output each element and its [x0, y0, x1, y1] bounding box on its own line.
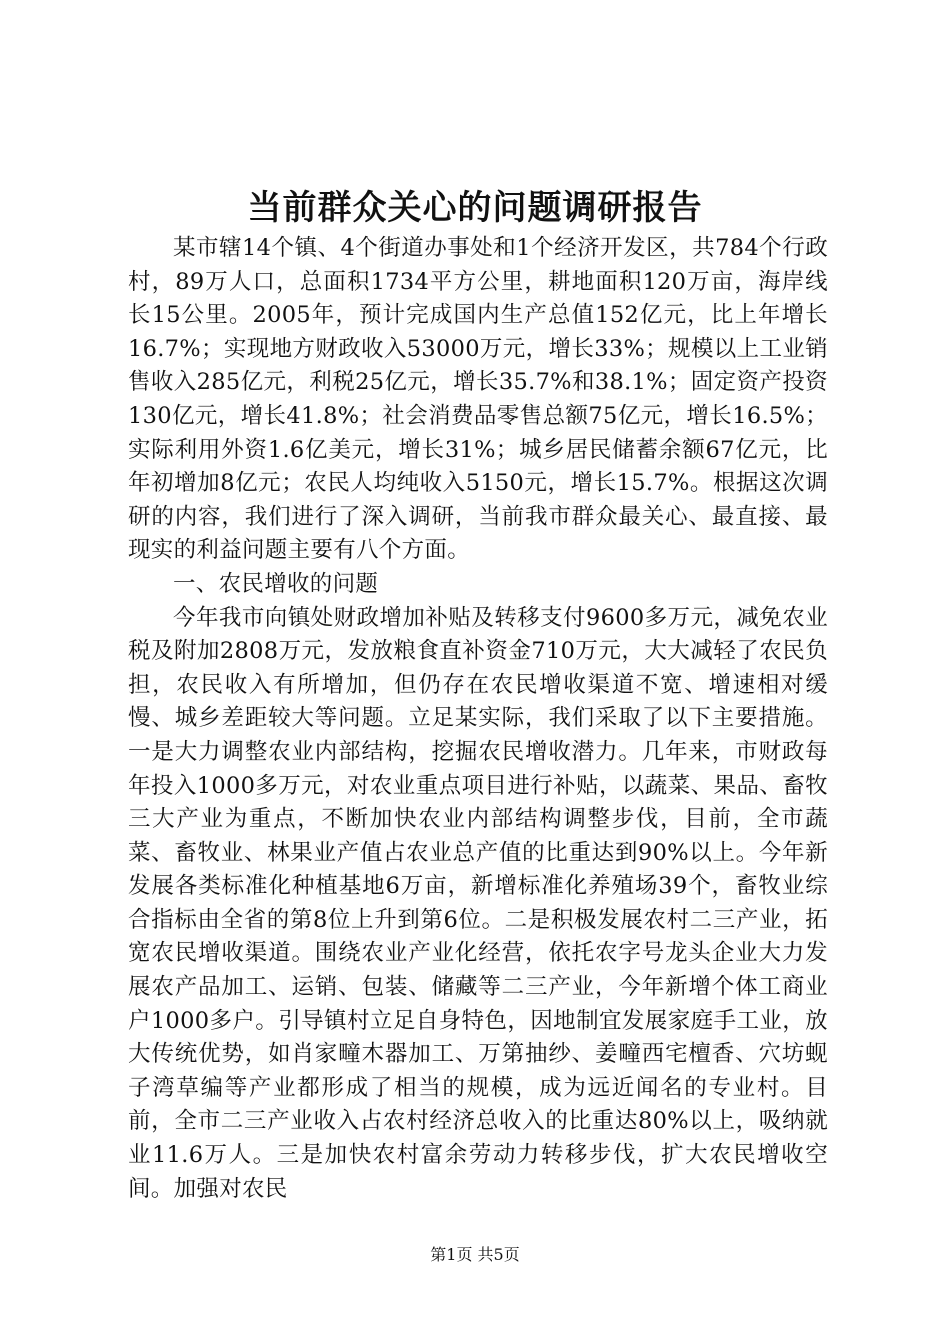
paragraph-overview: 某市辖14个镇、4个街道办事处和1个经济开发区，共784个行政村，89万人口，总面积1734平方公里，耕地面积120万亩，海岸线长15公里。2005年，预计完成国内生产总值152亿元，比上年增长16.7%；实现地方财政收入53000万元，增长33%；规模以上工业销售收入285亿元，利税25亿元，增长35.7%和38.1%；固定资产投资130亿元，增长41.8%；社会消费品零售总额75亿元，增长16.5%；实际利用外资1.6亿美元，增长31%；城乡居民储蓄余额67亿元，比年初增加8亿元；农民人均纯收入5150元，增长15.7%。根据这次调研的内容，我们进行了深入调研，当前我市群众最关心、最直接、最现实的利益问题主要有八个方面。 [128, 235, 828, 564]
paragraph-farmer-income: 今年我市向镇处财政增加补贴及转移支付9600多万元，减免农业税及附加2808万元，发放粮食直补资金710万元，大大减轻了农民负担，农民收入有所增加，但仍存在农民增收渠道不宽、增速相对缓慢、城乡差距较大等问题。立足某实际，我们采取了以下主要措施。一是大力调整农业内部结构，挖掘农民增收潜力。几年来，市财政每年投入1000多万元，对农业重点项目进行补贴，以蔬菜、果品、畜牧三大产业为重点，不断加快农业内部结构调整步伐，目前，全市蔬菜、畜牧业、林果业产值占农业总产值的比重达到90%以上。今年新发展各类标准化种植基地6万亩，新增标准化养殖场39个，畜牧业综合指标由全省的第8位上升到第6位。二是积极发展农村二三产业，拓宽农民增收渠道。围绕农业产业化经营，依托农字号龙头企业大力发展农产品加工、运销、包装、储藏等二三产业，今年新增个体工商业户1000多户。引导镇村立足自身特色，因地制宜发展家庭手工业，放大传统优势，如肖家疃木器加工、万第抽纱、姜疃西宅檀香、穴坊蚬子湾草编等产业都形成了相当的规模，成为远近闻名的专业村。目前，全市二三产业收入占农村经济总收入的比重达80%以上，吸纳就业11.6万人。三是加快农村富余劳动力转移步伐，扩大农民增收空间。加强对农民 [128, 604, 828, 1202]
section-heading: 一、农民增收的问题 [173, 570, 379, 597]
page-number: 第1页 共5页 [430, 1245, 520, 1264]
document-title: 当前群众关心的问题调研报告 [247, 188, 703, 228]
document-body [128, 232, 828, 1206]
